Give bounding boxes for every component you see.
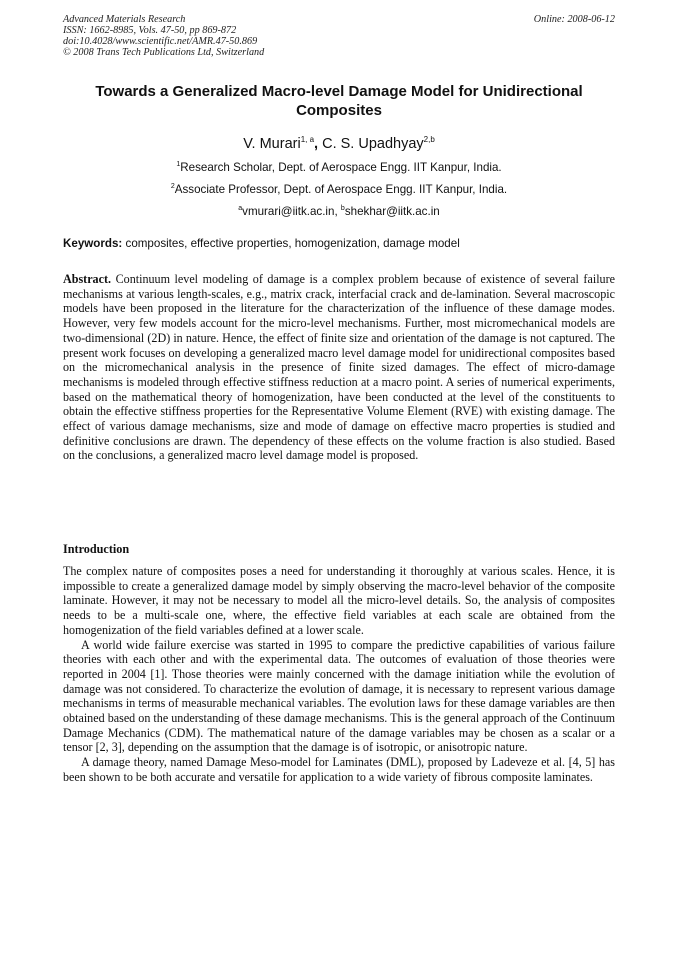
introduction-body <box>63 564 615 785</box>
affiliation-2 <box>63 180 615 197</box>
keywords <box>63 237 615 251</box>
intro-paragraph-1: The complex nature of composites poses a need for understanding it thoroughly at various scales. Hence, it is impossible to create a generalized damage model by simply observing the macro-level behavior of the composite laminate. However, it may not be necessary to model all the micro-level details. So, the analysis of composites needs to be a multi-scale one, where, the effective field variables at each scale are obtained from the homogenization of the field variables defined at a lower scale. <box>63 564 615 637</box>
author-2: C. S. Upadhyay <box>322 136 424 152</box>
email-1-superscript: a <box>238 205 243 212</box>
intro-paragraph-3: A damage theory, named Damage Meso-model for Laminates (DML), proposed by Ladeveze et al. [4, 5] has been shown to be both accurate and versatile for application to a wide variety of fibrous composite laminates. <box>63 755 615 784</box>
paper-title: Towards a Generalized Macro-level Damage Model for Unidirectional Composites <box>95 83 583 119</box>
author-1: V. Murari <box>243 136 301 152</box>
abstract <box>63 272 615 463</box>
journal-name: Advanced Materials Research <box>63 14 186 25</box>
email-2-superscript: b <box>340 205 345 212</box>
doi-line: doi:10.4028/www.scientific.net/AMR.47-50.869 <box>63 36 258 47</box>
email-1: vmurari@iitk.ac.in, <box>242 205 338 218</box>
copyright-line: © 2008 Trans Tech Publications Ltd, Switzerland <box>63 47 265 58</box>
affiliation-1 <box>63 158 615 175</box>
affiliation-1-superscript: 1 <box>176 161 181 168</box>
author-1-superscript: 1, a <box>300 135 315 144</box>
keywords-label: Keywords: <box>63 237 123 250</box>
affiliation-2-text: Associate Professor, Dept. of Aerospace Engg. IIT Kanpur, India. <box>174 183 508 196</box>
author-2-superscript: 2,b <box>423 135 435 144</box>
author-separator: , <box>314 136 319 152</box>
introduction-heading: Introduction <box>63 542 130 556</box>
abstract-text: Continuum level modeling of damage is a complex problem because of existence of several failure mechanisms at various length-scales, e.g., matrix crack, interfacial crack and de-lamination. Several macroscopic models have been proposed in the literature for the characterization of the influence of these damage modes. However, very few models account for the micro-level mechanisms. Further, most micromechanical models are two-dimensional (2D) in nature. Hence, the effect of finite size and orientation of the damage is not captured. The present work focuses on developing a generalized macro level damage model for unidirectional composites based on the micromechanical analysis in the presence of finite sized damages. The effect of micro-damage mechanisms is modeled through effective stiffness reduction at a macro point. A series of numerical experiments, based on the mathematical theory of homogenization, have been conducted at the level of the constituents to obtain the effective stiffness properties for the Representative Volume Element (RVE) with existing damage. The effect of various damage mechanisms, size and mode of damage on effective macro properties is studied and definitive conclusions are drawn. The dependency of these effects on the volume fraction is also studied. Based on the conclusions, a generalized macro level damage model is proposed. <box>63 272 615 463</box>
email-line <box>63 202 615 219</box>
keywords-text: composites, effective properties, homogenization, damage model <box>125 237 460 250</box>
email-2: shekhar@iitk.ac.in <box>344 205 440 218</box>
affiliation-1-text: Research Scholar, Dept. of Aerospace Engg. IIT Kanpur, India. <box>180 161 502 174</box>
author-line <box>63 131 615 153</box>
issn-line: ISSN: 1662-8985, Vols. 47-50, pp 869-872 <box>63 25 237 36</box>
affiliation-2-superscript: 2 <box>170 183 175 190</box>
intro-paragraph-2: A world wide failure exercise was started in 1995 to compare the predictive capabilities of various failure theories with each other and with the experimental data. The outcomes of evaluation of those theories were reported in 2004 [1]. Those theories were mainly concerned with the damage initiation while the evolution of damage was not considered. To characterize the evolution of damage, it is necessary to represent various damage mechanisms in terms of measurable mechanical variables. The evolution laws for these damage variables are then obtained based on the understanding of these damage mechanisms. This is the general approach of the Continuum Damage Mechanics (CDM). The mathematical nature of the damage variables may be chosen as a scalar or a tensor [2, 3], depending on the assumption that the damage is of isotropic, or anisotropic nature. <box>63 637 615 755</box>
abstract-label: Abstract. <box>63 272 112 286</box>
online-date: Online: 2008-06-12 <box>533 14 615 25</box>
journal-header <box>63 14 615 58</box>
